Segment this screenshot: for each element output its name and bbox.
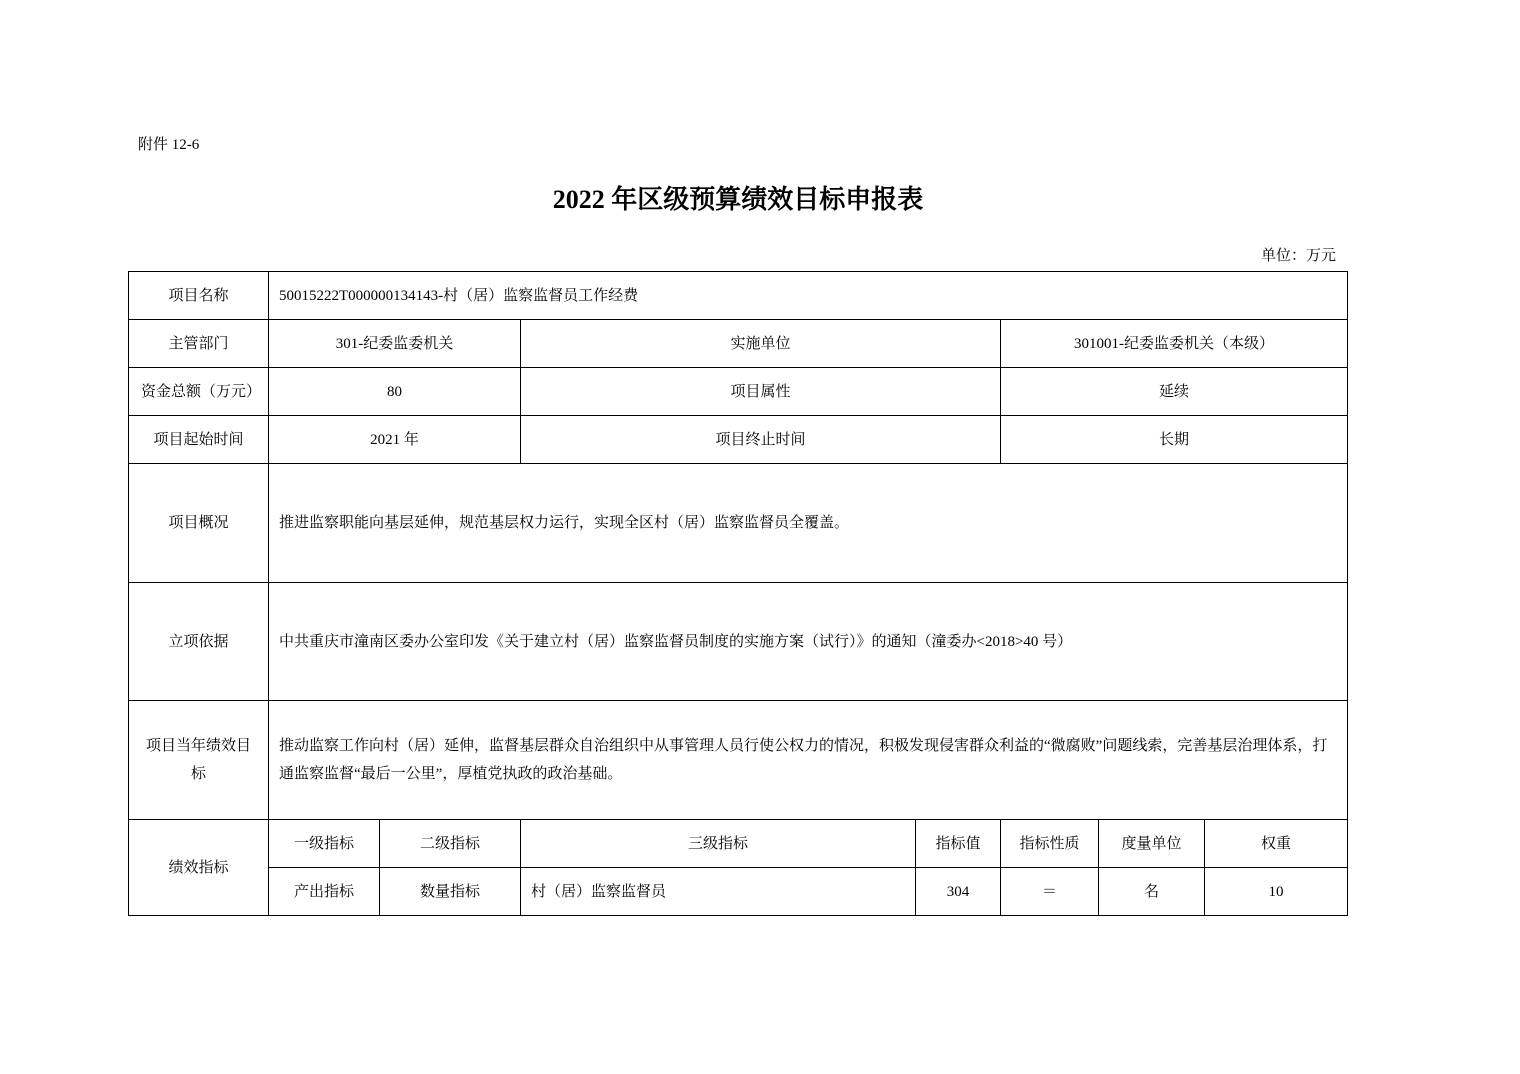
start-label: 项目起始时间 <box>129 416 269 464</box>
project-name-label: 项目名称 <box>129 272 269 320</box>
indicator-header-nature: 指标性质 <box>1001 820 1099 868</box>
row-department <box>129 320 1348 368</box>
impl-value: 301001-纪委监委机关（本级） <box>1001 320 1348 368</box>
indicator-header-weight: 权重 <box>1205 820 1348 868</box>
goal-value: 推动监察工作向村（居）延伸，监督基层群众自治组织中从事管理人员行使公权力的情况，积极发现侵害群众利益的“微腐败”问题线索，完善基层治理体系，打通监察监督“最后一公里”，厚植党执政的政治基础。 <box>269 701 1348 820</box>
indicator-header-level3: 三级指标 <box>521 820 916 868</box>
attachment-number: 附件 12-6 <box>138 137 200 153</box>
dept-label: 主管部门 <box>129 320 269 368</box>
overview-value: 推进监察职能向基层延伸，规范基层权力运行，实现全区村（居）监察监督员全覆盖。 <box>269 464 1348 583</box>
indicator-unit: 名 <box>1099 868 1205 916</box>
row-fund <box>129 368 1348 416</box>
indicator-header-level2: 二级指标 <box>380 820 521 868</box>
end-label: 项目终止时间 <box>521 416 1001 464</box>
row-overview <box>129 464 1348 583</box>
budget-performance-table <box>128 271 1348 916</box>
basis-label: 立项依据 <box>129 583 269 701</box>
row-indicator-header <box>129 820 1348 868</box>
indicators-label: 绩效指标 <box>129 820 269 916</box>
basis-value: 中共重庆市潼南区委办公室印发《关于建立村（居）监察监督员制度的实施方案（试行）》的通知（潼委办<2018>40 号） <box>269 583 1348 701</box>
row-period <box>129 416 1348 464</box>
page-title: 2022 年区级预算绩效目标申报表 <box>552 185 924 214</box>
start-value: 2021 年 <box>269 416 521 464</box>
attr-value: 延续 <box>1001 368 1348 416</box>
fund-label: 资金总额（万元） <box>129 368 269 416</box>
indicator-header-level1: 一级指标 <box>269 820 380 868</box>
indicator-level2: 数量指标 <box>380 868 521 916</box>
row-goal <box>129 701 1348 820</box>
indicator-level1: 产出指标 <box>269 868 380 916</box>
row-basis <box>129 583 1348 701</box>
attr-label: 项目属性 <box>521 368 1001 416</box>
indicator-header-value: 指标值 <box>916 820 1001 868</box>
unit-label: 单位：万元 <box>1260 248 1336 264</box>
overview-label: 项目概况 <box>129 464 269 583</box>
fund-value: 80 <box>269 368 521 416</box>
table-row <box>129 868 1348 916</box>
end-value: 长期 <box>1001 416 1348 464</box>
indicator-nature: ＝ <box>1001 868 1099 916</box>
project-name-value: 50015222T000000134143-村（居）监察监督员工作经费 <box>269 272 1348 320</box>
indicator-header-unit: 度量单位 <box>1099 820 1205 868</box>
goal-label: 项目当年绩效目标 <box>129 701 269 820</box>
indicator-weight: 10 <box>1205 868 1348 916</box>
impl-label: 实施单位 <box>521 320 1001 368</box>
dept-value: 301-纪委监委机关 <box>269 320 521 368</box>
indicator-level3: 村（居）监察监督员 <box>521 868 916 916</box>
indicator-value: 304 <box>916 868 1001 916</box>
row-project-name <box>129 272 1348 320</box>
